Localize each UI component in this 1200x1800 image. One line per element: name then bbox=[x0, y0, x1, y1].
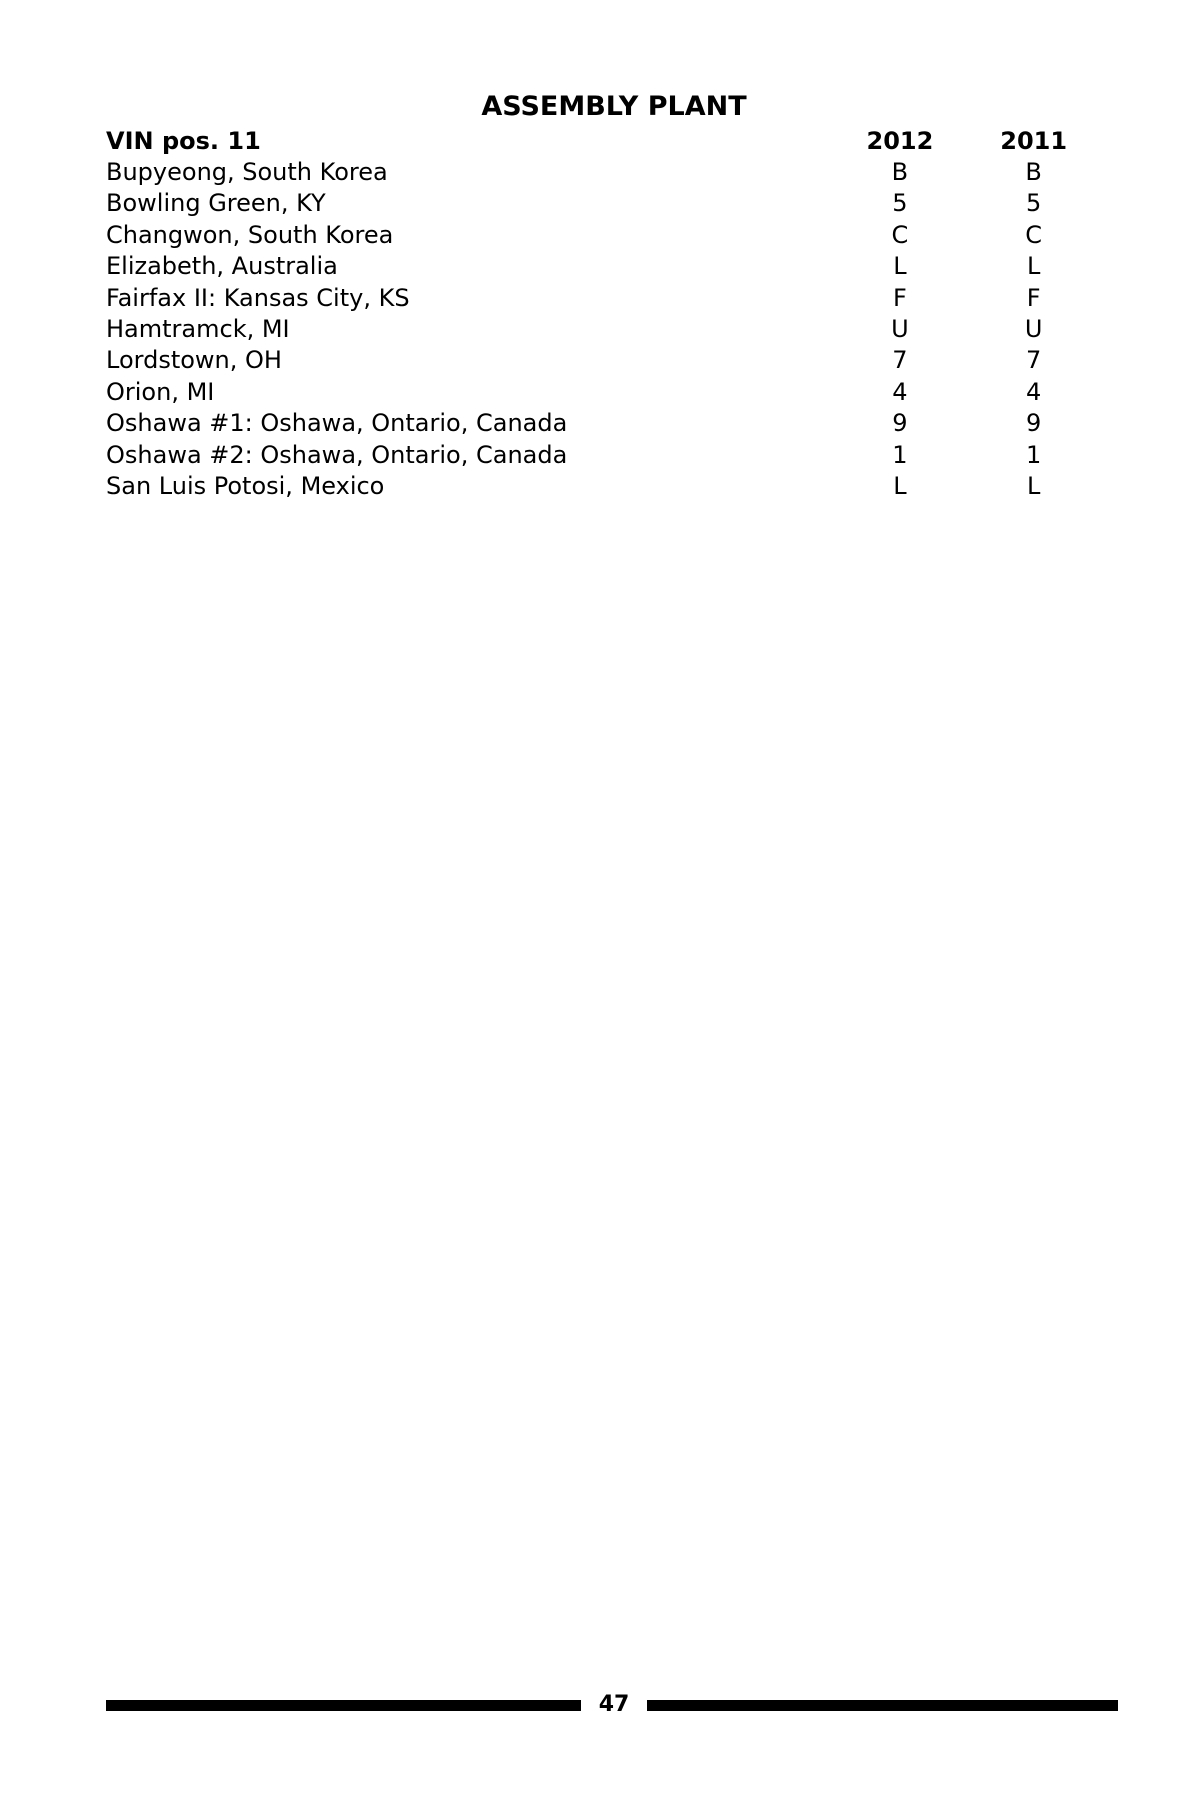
table-row bbox=[106, 251, 1096, 282]
table-row bbox=[106, 313, 1096, 344]
code-2012: 1 bbox=[892, 440, 908, 469]
table-row bbox=[106, 376, 1096, 407]
plant-name: Hamtramck, MI bbox=[106, 315, 290, 344]
page-footer bbox=[106, 1686, 1118, 1724]
plant-name: Oshawa #1: Oshawa, Ontario, Canada bbox=[106, 409, 568, 438]
code-2011: 1 bbox=[1026, 440, 1042, 469]
code-2011: 9 bbox=[1026, 409, 1042, 438]
code-2012: U bbox=[891, 315, 909, 344]
code-2012: C bbox=[891, 220, 909, 249]
footer-rule-right bbox=[647, 1700, 1118, 1711]
code-2011: 7 bbox=[1026, 346, 1042, 375]
column-header-vin-pos: VIN pos. 11 bbox=[106, 126, 261, 155]
plant-name: San Luis Potosi, Mexico bbox=[106, 471, 385, 500]
code-2011: C bbox=[1025, 220, 1043, 249]
code-2012: 7 bbox=[892, 346, 908, 375]
code-2011: B bbox=[1025, 158, 1042, 187]
plant-name: Fairfax II: Kansas City, KS bbox=[106, 283, 410, 312]
table-row bbox=[106, 188, 1096, 219]
code-2011: F bbox=[1026, 283, 1041, 312]
page-title: ASSEMBLY PLANT bbox=[481, 91, 747, 122]
code-2012: L bbox=[893, 252, 907, 281]
code-2012: F bbox=[893, 283, 907, 312]
code-2011: 4 bbox=[1026, 377, 1042, 406]
code-2012: 5 bbox=[892, 189, 908, 218]
plant-name: Lordstown, OH bbox=[106, 346, 282, 375]
code-2012: B bbox=[891, 158, 909, 187]
plant-name: Bupyeong, South Korea bbox=[106, 158, 388, 187]
table-row bbox=[106, 219, 1096, 250]
code-2011: L bbox=[1026, 252, 1041, 281]
code-2011: U bbox=[1024, 315, 1043, 344]
table-row bbox=[106, 408, 1096, 439]
vin-plant-table bbox=[106, 125, 1096, 502]
table-row bbox=[106, 156, 1096, 187]
footer-rule-left bbox=[106, 1700, 581, 1711]
plant-name: Oshawa #2: Oshawa, Ontario, Canada bbox=[106, 440, 568, 469]
plant-name: Bowling Green, KY bbox=[106, 189, 326, 218]
column-header-2011: 2011 bbox=[1000, 126, 1068, 155]
table-row bbox=[106, 345, 1096, 376]
table-row bbox=[106, 282, 1096, 313]
table-row bbox=[106, 470, 1096, 501]
table-header-row bbox=[106, 125, 1096, 156]
plant-name: Elizabeth, Australia bbox=[106, 252, 338, 281]
code-2012: 9 bbox=[892, 409, 908, 438]
plant-name: Changwon, South Korea bbox=[106, 220, 394, 249]
plant-name: Orion, MI bbox=[106, 377, 215, 406]
code-2012: L bbox=[893, 471, 907, 500]
column-header-2012: 2012 bbox=[866, 126, 934, 155]
code-2012: 4 bbox=[892, 377, 908, 406]
table-row bbox=[106, 439, 1096, 470]
code-2011: 5 bbox=[1026, 189, 1042, 218]
code-2011: L bbox=[1026, 471, 1041, 500]
page-number: 47 bbox=[598, 1692, 630, 1717]
